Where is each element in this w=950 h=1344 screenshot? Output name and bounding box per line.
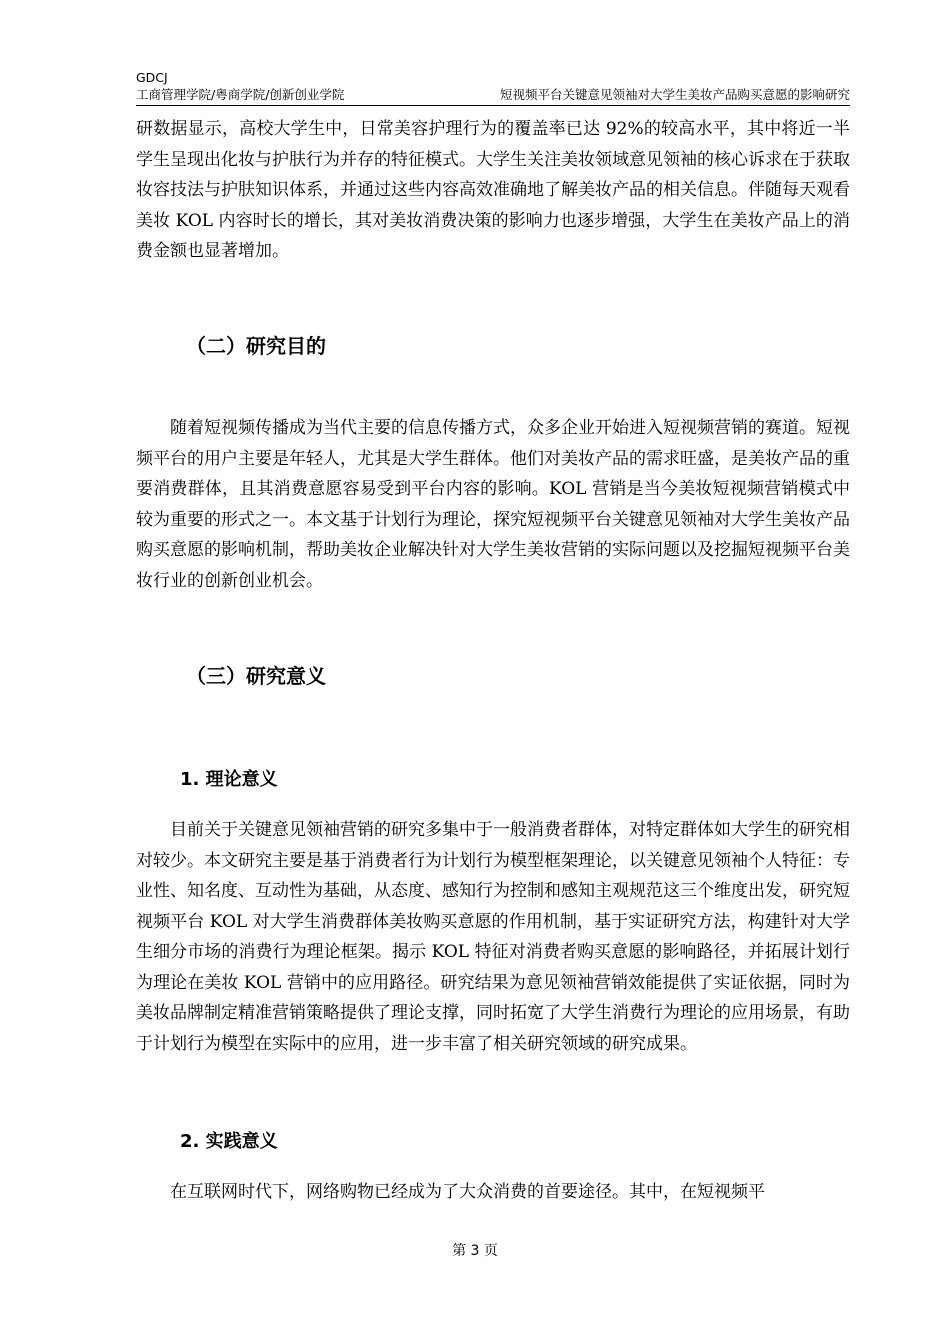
paragraph-theoretical-significance: 目前关于关键意见领袖营销的研究多集中于一般消费者群体，对特定群体如大学生的研究相对较少。本文研究主要是基于消费者行为计划行为模型框架理论，以关键意见领袖个人特征：专业性、知名度、互动性为基础，从态度、感知行为控制和感知主观规范这三个维度出发，研究短视频平台 KOL 对大学生消费群体美妆购买意愿的作用机制，基于实证研究方法，构建针对大学生细分市场的消费行为理论框架。揭示 KOL 特征对消费者购买意愿的影响路径，并拓展计划行为理论在美妆 KOL 营销中的应用路径。研究结果为意见领袖营销效能提供了实证依据，同时为美妆品牌制定精准营销策略提供了理论支撑，同时拓宽了大学生消费行为理论的应用场景，有助于计划行为模型在实际中的应用，进一步丰富了相关研究领域的研究成果。 — [136, 820, 850, 1054]
page-header — [136, 70, 850, 106]
paragraph-practical-significance: 在互联网时代下，网络购物已经成为了大众消费的首要途径。其中，在短视频平 — [170, 1182, 765, 1202]
header-row — [136, 86, 850, 106]
heading-research-significance: （三）研究意义 — [186, 664, 326, 688]
heading-theoretical-significance: 1. 理论意义 — [180, 769, 278, 790]
paragraph-research-purpose: 随着短视频传播成为当代主要的信息传播方式，众多企业开始进入短视频营销的赛道。短视频平台的用户主要是年轻人，尤其是大学生群体。他们对美妆产品的需求旺盛，是美妆产品的重要消费群体，且其消费意愿容易受到平台内容的影响。KOL 营销是当今美妆短视频营销模式中较为重要的形式之一。本文基于计划行为理论，探究短视频平台关键意见领袖对大学生美妆产品购买意愿的影响机制，帮助美妆企业解决针对大学生美妆营销的实际问题以及挖掘短视频平台美妆行业的创新创业机会。 — [136, 418, 850, 591]
heading-practical-significance: 2. 实践意义 — [180, 1131, 278, 1152]
header-code: GDCJ — [136, 70, 168, 85]
header-college: 工商管理学院/粤商学院/创新创业学院 — [136, 87, 345, 102]
paragraph-background: 研数据显示，高校大学生中，日常美容护理行为的覆盖率已达 92%的较高水平，其中将近一半学生呈现出化妆与护肤行为并存的特征模式。大学生关注美妆领域意见领袖的核心诉求在于获取妆容技法与护肤知识体系，并通过这些内容高效准确地了解美妆产品的相关信息。伴随每天观看美妆 KOL 内容时长的增长，其对美妆消费决策的影响力也逐步增强，大学生在美妆产品上的消费金额也显著增加。 — [136, 119, 850, 261]
heading-research-purpose: （二）研究目的 — [186, 334, 326, 358]
page-number: 第 3 页 — [452, 1243, 498, 1259]
header-paper-title: 短视频平台关键意见领袖对大学生美妆产品购买意愿的影响研究 — [499, 87, 850, 102]
